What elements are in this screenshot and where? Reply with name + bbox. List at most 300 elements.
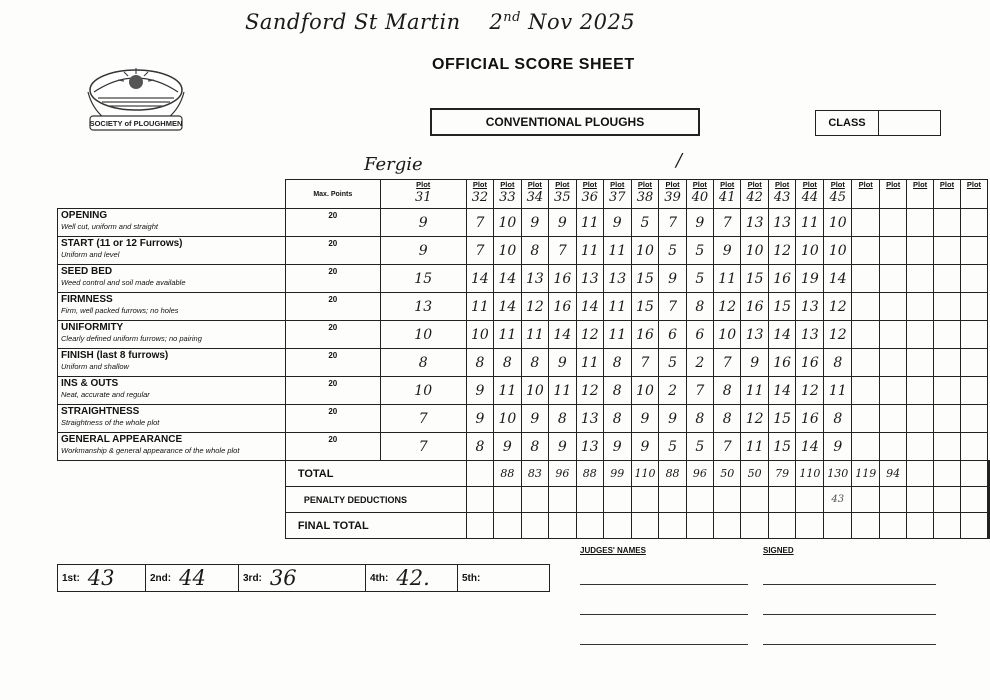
placing-third[interactable] <box>239 565 366 591</box>
score-cell[interactable]: 10 <box>494 209 521 237</box>
score-cell[interactable] <box>852 349 880 377</box>
score-cell[interactable]: 12 <box>741 405 768 433</box>
score-cell[interactable]: 6 <box>686 321 713 349</box>
score-cell[interactable]: 7 <box>466 237 493 265</box>
final-total-cell[interactable] <box>768 513 795 539</box>
score-cell[interactable] <box>960 349 987 377</box>
criterion-row <box>58 209 990 237</box>
score-cell[interactable] <box>907 377 934 405</box>
score-cell[interactable]: 8 <box>713 405 740 433</box>
penalty-cell[interactable] <box>631 487 659 513</box>
score-cell[interactable]: 8 <box>380 349 466 377</box>
final-total-cell[interactable] <box>659 513 686 539</box>
score-cell[interactable] <box>907 237 934 265</box>
penalty-cell[interactable] <box>576 487 603 513</box>
score-cell[interactable] <box>852 237 880 265</box>
plot-header-cell <box>934 180 961 209</box>
score-cell[interactable]: 16 <box>796 349 824 377</box>
score-cell[interactable]: 15 <box>768 293 795 321</box>
score-cell[interactable]: 14 <box>494 265 521 293</box>
placing-second[interactable] <box>146 565 239 591</box>
score-cell[interactable]: 13 <box>796 293 824 321</box>
score-cell[interactable]: 9 <box>466 377 493 405</box>
score-cell[interactable]: 5 <box>659 349 686 377</box>
score-cell[interactable]: 12 <box>713 293 740 321</box>
score-cell[interactable]: 9 <box>380 209 466 237</box>
criterion-cell <box>58 209 286 237</box>
judges-names-label: JUDGES' NAMES <box>580 546 646 555</box>
score-cell[interactable] <box>880 377 907 405</box>
total-cell[interactable]: 88 <box>494 461 521 487</box>
score-cell[interactable]: 12 <box>796 377 824 405</box>
plot-header-row <box>58 180 990 209</box>
score-cell[interactable]: 12 <box>576 321 603 349</box>
score-cell[interactable]: 10 <box>521 377 548 405</box>
score-cell[interactable]: 10 <box>713 321 740 349</box>
final-total-row <box>58 513 990 539</box>
final-total-cell[interactable] <box>960 513 987 539</box>
penalty-cell[interactable] <box>659 487 686 513</box>
score-cell[interactable]: 10 <box>741 237 768 265</box>
criterion-description: Uniform and level <box>61 250 120 259</box>
score-cell[interactable]: 11 <box>604 237 631 265</box>
penalty-cell[interactable] <box>713 487 740 513</box>
total-cell[interactable]: 96 <box>686 461 713 487</box>
score-cell[interactable]: 9 <box>686 209 713 237</box>
final-total-cell[interactable] <box>989 513 990 539</box>
plot-header-cell <box>796 180 824 209</box>
penalty-cell[interactable] <box>521 487 548 513</box>
penalty-cell[interactable] <box>768 487 795 513</box>
final-total-cell[interactable] <box>796 513 824 539</box>
score-cell[interactable]: 8 <box>604 377 631 405</box>
penalty-cell[interactable] <box>604 487 631 513</box>
final-total-cell[interactable] <box>521 513 548 539</box>
score-cell[interactable]: 13 <box>576 265 603 293</box>
score-cell[interactable]: 7 <box>659 293 686 321</box>
score-cell[interactable]: 16 <box>796 405 824 433</box>
score-cell[interactable] <box>880 321 907 349</box>
logo-text: SOCIETY of PLOUGHMEN <box>89 119 183 128</box>
penalty-cell[interactable] <box>796 487 824 513</box>
score-cell[interactable] <box>880 237 907 265</box>
score-cell[interactable] <box>852 293 880 321</box>
score-cell[interactable]: 9 <box>659 265 686 293</box>
score-cell[interactable] <box>907 209 934 237</box>
score-cell[interactable]: 19 <box>796 265 824 293</box>
plot-header-cell <box>659 180 686 209</box>
score-cell[interactable]: 10 <box>380 321 466 349</box>
score-cell[interactable]: 15 <box>380 265 466 293</box>
score-cell[interactable]: 10 <box>824 209 852 237</box>
total-cell[interactable]: 50 <box>713 461 740 487</box>
score-cell[interactable]: 11 <box>604 321 631 349</box>
total-cell[interactable]: 50 <box>741 461 768 487</box>
score-cell[interactable] <box>880 349 907 377</box>
total-cell[interactable]: 130 <box>824 461 852 487</box>
score-cell[interactable]: 8 <box>824 349 852 377</box>
final-total-cell[interactable] <box>604 513 631 539</box>
final-total-cell[interactable] <box>824 513 852 539</box>
score-cell[interactable] <box>960 237 987 265</box>
score-cell[interactable]: 11 <box>741 433 768 461</box>
score-cell[interactable] <box>934 377 961 405</box>
score-cell[interactable]: 9 <box>549 349 576 377</box>
score-cell[interactable]: 7 <box>380 405 466 433</box>
score-cell[interactable]: 14 <box>824 265 852 293</box>
score-cell[interactable]: 16 <box>549 265 576 293</box>
score-cell[interactable]: 15 <box>631 293 659 321</box>
judge-name-line-2[interactable] <box>580 614 748 615</box>
final-total-cell[interactable] <box>549 513 576 539</box>
score-cell[interactable] <box>960 293 987 321</box>
score-cell[interactable]: 12 <box>768 237 795 265</box>
score-cell[interactable]: 8 <box>686 405 713 433</box>
signature-line-2[interactable] <box>763 614 936 615</box>
score-cell[interactable] <box>934 237 961 265</box>
score-cell[interactable]: 14 <box>494 293 521 321</box>
score-cell[interactable]: 13 <box>521 265 548 293</box>
score-cell[interactable]: 12 <box>824 293 852 321</box>
penalty-cell[interactable] <box>880 487 907 513</box>
score-cell[interactable]: 16 <box>768 349 795 377</box>
score-cell[interactable]: 12 <box>576 377 603 405</box>
score-cell[interactable]: 7 <box>713 349 740 377</box>
score-cell[interactable]: 8 <box>521 349 548 377</box>
score-cell[interactable]: 10 <box>796 237 824 265</box>
total-cell[interactable]: 99 <box>604 461 631 487</box>
placing-second-value: 44 <box>179 566 206 590</box>
score-cell[interactable]: 7 <box>380 433 466 461</box>
signature-line-1[interactable] <box>763 584 936 585</box>
plot-header-cell <box>907 180 934 209</box>
judge-name-line-1[interactable] <box>580 584 748 585</box>
signature-line-3[interactable] <box>763 644 936 645</box>
score-cell[interactable] <box>907 405 934 433</box>
score-cell[interactable]: 11 <box>521 321 548 349</box>
total-cell[interactable]: 110 <box>796 461 824 487</box>
penalty-indent <box>58 487 286 513</box>
score-cell[interactable]: 7 <box>466 209 493 237</box>
score-cell[interactable] <box>852 321 880 349</box>
score-cell[interactable] <box>880 265 907 293</box>
final-total-cell[interactable] <box>494 513 521 539</box>
penalty-cell[interactable] <box>741 487 768 513</box>
score-cell[interactable]: 16 <box>631 321 659 349</box>
score-cell[interactable]: 11 <box>576 209 603 237</box>
score-cell[interactable]: 8 <box>494 349 521 377</box>
score-cell[interactable]: 7 <box>631 349 659 377</box>
plot-number: 33 <box>499 190 516 205</box>
score-cell[interactable]: 14 <box>768 377 795 405</box>
placing-fifth[interactable] <box>458 565 549 591</box>
date-day: 2 <box>489 10 504 34</box>
score-cell[interactable] <box>852 377 880 405</box>
plot-number: 41 <box>718 190 736 205</box>
score-cell[interactable]: 11 <box>604 293 631 321</box>
score-cell[interactable] <box>852 433 880 461</box>
score-cell[interactable]: 9 <box>521 405 548 433</box>
score-cell[interactable] <box>852 265 880 293</box>
total-cell[interactable]: 79 <box>768 461 795 487</box>
total-cell[interactable]: 110 <box>631 461 659 487</box>
sheet-title: OFFICIAL SCORE SHEET <box>432 56 635 73</box>
criterion-name: GENERAL APPEARANCE <box>61 434 183 445</box>
class-value-field[interactable] <box>879 111 940 135</box>
judge-name-line-3[interactable] <box>580 644 748 645</box>
score-cell[interactable] <box>934 349 961 377</box>
criterion-max-points: 20 <box>285 405 380 433</box>
plot-label: Plot <box>886 180 901 189</box>
score-cell[interactable] <box>907 265 934 293</box>
score-cell[interactable]: 8 <box>521 433 548 461</box>
score-cell[interactable]: 15 <box>741 265 768 293</box>
score-cell[interactable]: 9 <box>631 433 659 461</box>
score-cell[interactable]: 7 <box>659 209 686 237</box>
penalty-cell[interactable] <box>989 487 990 513</box>
score-cell[interactable] <box>960 321 987 349</box>
score-cell[interactable]: 11 <box>494 377 521 405</box>
score-cell[interactable]: 8 <box>549 405 576 433</box>
final-total-cell[interactable] <box>576 513 603 539</box>
signed-label: SIGNED <box>763 546 794 555</box>
penalty-cell[interactable] <box>549 487 576 513</box>
final-total-cell[interactable] <box>686 513 713 539</box>
score-cell[interactable]: 9 <box>521 209 548 237</box>
score-cell[interactable] <box>960 209 987 237</box>
score-cell[interactable]: 8 <box>466 433 493 461</box>
score-cell[interactable]: 7 <box>713 433 740 461</box>
score-cell[interactable]: 10 <box>824 237 852 265</box>
plot-number: 43 <box>773 190 791 205</box>
score-cell[interactable]: 11 <box>796 209 824 237</box>
plot-number: 37 <box>608 190 626 205</box>
penalty-cell[interactable] <box>686 487 713 513</box>
criterion-max-points: 20 <box>285 321 380 349</box>
score-cell[interactable]: 12 <box>521 293 548 321</box>
score-cell[interactable]: 14 <box>549 321 576 349</box>
score-cell[interactable] <box>907 293 934 321</box>
penalty-cell[interactable] <box>907 487 934 513</box>
score-cell[interactable]: 11 <box>576 237 603 265</box>
score-cell[interactable]: 10 <box>494 237 521 265</box>
score-cell[interactable]: 9 <box>713 237 740 265</box>
score-cell[interactable] <box>934 405 961 433</box>
plot-header-cell <box>741 180 768 209</box>
criterion-row <box>58 293 990 321</box>
score-cell[interactable]: 13 <box>604 265 631 293</box>
final-total-cell[interactable] <box>934 513 961 539</box>
score-cell[interactable]: 11 <box>741 377 768 405</box>
score-cell[interactable] <box>880 209 907 237</box>
score-cell[interactable]: 2 <box>659 377 686 405</box>
score-cell[interactable]: 16 <box>741 293 768 321</box>
score-cell[interactable]: 13 <box>796 321 824 349</box>
placing-fifth-label: 5th: <box>462 572 481 584</box>
total-cell[interactable] <box>907 461 934 487</box>
score-cell[interactable]: 13 <box>768 209 795 237</box>
score-cell[interactable]: 9 <box>631 405 659 433</box>
final-total-cell[interactable] <box>741 513 768 539</box>
score-cell[interactable]: 12 <box>824 321 852 349</box>
score-cell[interactable]: 15 <box>631 265 659 293</box>
score-cell[interactable]: 13 <box>576 433 603 461</box>
plot-label: Plot <box>775 180 790 189</box>
score-cell[interactable]: 5 <box>659 237 686 265</box>
score-cell[interactable]: 8 <box>521 237 548 265</box>
handwritten-tick: / <box>676 150 683 171</box>
score-cell[interactable]: 13 <box>380 293 466 321</box>
date-rest: Nov 2025 <box>528 10 636 34</box>
criterion-row <box>58 237 990 265</box>
score-cell[interactable]: 10 <box>466 321 493 349</box>
header-blank-cell <box>58 180 286 209</box>
total-cell[interactable] <box>989 461 990 487</box>
score-cell[interactable] <box>880 433 907 461</box>
score-cell[interactable] <box>960 433 987 461</box>
score-cell[interactable]: 9 <box>380 237 466 265</box>
final-total-cell[interactable] <box>852 513 880 539</box>
penalty-cell[interactable] <box>494 487 521 513</box>
placing-third-value: 36 <box>269 566 297 590</box>
final-total-cell[interactable] <box>880 513 907 539</box>
score-cell[interactable]: 16 <box>549 293 576 321</box>
score-cell[interactable]: 9 <box>604 209 631 237</box>
score-cell[interactable]: 8 <box>686 293 713 321</box>
score-cell[interactable]: 5 <box>631 209 659 237</box>
score-cell[interactable]: 9 <box>741 349 768 377</box>
criterion-description: Neat, accurate and regular <box>61 390 150 399</box>
score-cell[interactable]: 11 <box>466 293 493 321</box>
penalty-cell[interactable] <box>960 487 987 513</box>
total-cell[interactable]: 96 <box>549 461 576 487</box>
score-cell[interactable]: 14 <box>466 265 493 293</box>
score-cell[interactable] <box>852 209 880 237</box>
plot-number: 35 <box>554 190 571 205</box>
total-cell[interactable]: 119 <box>852 461 880 487</box>
total-cell[interactable]: 83 <box>521 461 548 487</box>
score-cell[interactable]: 9 <box>466 405 493 433</box>
final-total-cell[interactable] <box>907 513 934 539</box>
score-cell[interactable]: 13 <box>576 405 603 433</box>
score-cell[interactable] <box>960 265 987 293</box>
plot-header-cell <box>631 180 659 209</box>
score-cell[interactable]: 7 <box>549 237 576 265</box>
score-cell[interactable] <box>907 349 934 377</box>
score-cell[interactable]: 5 <box>686 237 713 265</box>
criterion-description: Clearly defined uniform furrows; no pairing <box>61 334 202 343</box>
final-total-cell[interactable] <box>631 513 659 539</box>
score-cell[interactable]: 10 <box>631 377 659 405</box>
score-cell[interactable]: 10 <box>494 405 521 433</box>
score-cell[interactable]: 9 <box>494 433 521 461</box>
score-cell[interactable] <box>934 265 961 293</box>
score-cell[interactable]: 11 <box>494 321 521 349</box>
score-cell[interactable]: 14 <box>576 293 603 321</box>
score-cell[interactable]: 10 <box>380 377 466 405</box>
score-cell[interactable]: 8 <box>466 349 493 377</box>
score-cell[interactable]: 2 <box>686 349 713 377</box>
score-cell[interactable]: 8 <box>604 349 631 377</box>
total-cell[interactable]: 88 <box>576 461 603 487</box>
score-cell[interactable]: 5 <box>686 265 713 293</box>
score-cell[interactable] <box>934 209 961 237</box>
placing-first[interactable] <box>58 565 146 591</box>
score-cell[interactable] <box>934 433 961 461</box>
placing-second-label: 2nd: <box>150 572 172 584</box>
score-cell[interactable]: 13 <box>741 209 768 237</box>
score-cell[interactable]: 6 <box>659 321 686 349</box>
score-cell[interactable]: 8 <box>604 405 631 433</box>
total-cell[interactable] <box>934 461 961 487</box>
score-cell[interactable]: 15 <box>768 405 795 433</box>
score-cell[interactable]: 15 <box>768 433 795 461</box>
plot-label: Plot <box>582 180 597 189</box>
score-cell[interactable]: 9 <box>824 433 852 461</box>
score-cell[interactable]: 7 <box>686 377 713 405</box>
score-cell[interactable]: 13 <box>741 321 768 349</box>
criterion-max-points: 20 <box>285 265 380 293</box>
plot-label: Plot <box>858 180 873 189</box>
score-cell[interactable]: 14 <box>768 321 795 349</box>
score-cell[interactable]: 8 <box>824 405 852 433</box>
criterion-cell <box>58 265 286 293</box>
penalty-cell[interactable] <box>852 487 880 513</box>
score-cell[interactable]: 8 <box>713 377 740 405</box>
total-cell[interactable] <box>960 461 987 487</box>
score-cell[interactable] <box>934 293 961 321</box>
score-cell[interactable]: 9 <box>659 405 686 433</box>
penalty-cell[interactable] <box>934 487 961 513</box>
plot-header-cell <box>576 180 603 209</box>
score-cell[interactable] <box>852 405 880 433</box>
score-cell[interactable]: 11 <box>713 265 740 293</box>
score-cell[interactable]: 7 <box>713 209 740 237</box>
score-cell[interactable]: 16 <box>768 265 795 293</box>
score-cell[interactable] <box>907 321 934 349</box>
score-cell[interactable] <box>907 433 934 461</box>
score-cell[interactable]: 11 <box>824 377 852 405</box>
plot-label: Plot <box>527 180 542 189</box>
score-cell[interactable] <box>960 377 987 405</box>
score-cell[interactable]: 9 <box>604 433 631 461</box>
criterion-cell <box>58 293 286 321</box>
score-cell[interactable]: 9 <box>549 209 576 237</box>
plot-label: Plot <box>692 180 707 189</box>
score-cell[interactable] <box>934 321 961 349</box>
penalty-cell[interactable]: 43 <box>824 487 852 513</box>
score-cell[interactable]: 5 <box>659 433 686 461</box>
score-cell[interactable]: 11 <box>576 349 603 377</box>
score-cell[interactable]: 5 <box>686 433 713 461</box>
score-cell[interactable]: 14 <box>796 433 824 461</box>
placing-fourth[interactable] <box>366 565 458 591</box>
total-cell[interactable]: 94 <box>880 461 907 487</box>
criterion-description: Straightness of the whole plot <box>61 418 160 427</box>
score-cell[interactable] <box>960 405 987 433</box>
score-cell[interactable] <box>880 405 907 433</box>
category-box <box>430 108 700 136</box>
date-suffix: nd <box>503 10 521 25</box>
criterion-name: UNIFORMITY <box>61 322 124 333</box>
final-total-cell[interactable] <box>713 513 740 539</box>
score-cell[interactable]: 9 <box>549 433 576 461</box>
score-cell[interactable]: 10 <box>631 237 659 265</box>
score-cell[interactable] <box>880 293 907 321</box>
total-cell[interactable]: 88 <box>659 461 686 487</box>
criterion-row <box>58 405 990 433</box>
score-cell[interactable]: 11 <box>549 377 576 405</box>
